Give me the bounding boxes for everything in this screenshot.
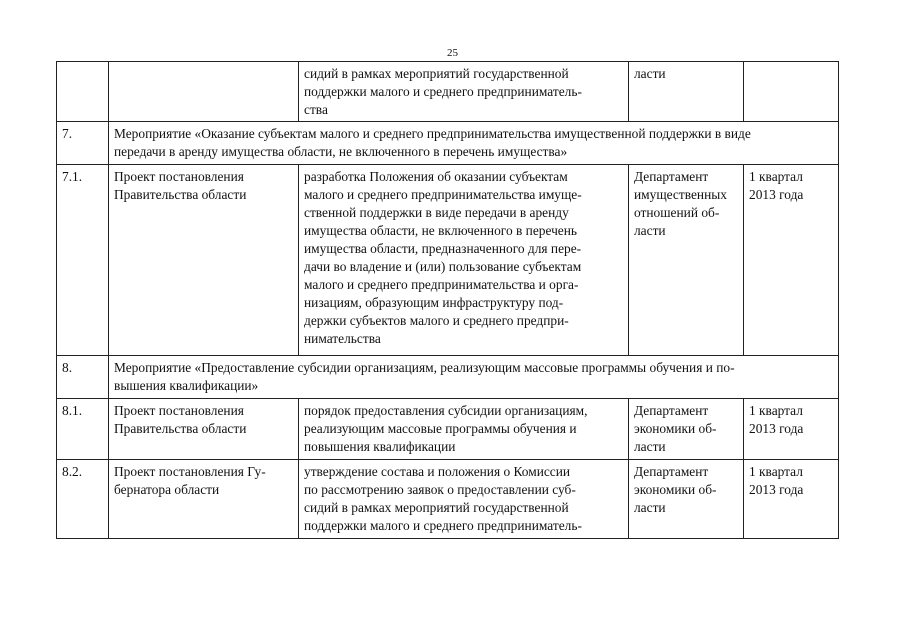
document-cell (109, 460, 299, 539)
content-cell (299, 460, 629, 539)
text-line: 1 квартал (749, 403, 803, 418)
text-line: ственной поддержки в виде передачи в аренду (304, 205, 569, 220)
text-line: 1 квартал (749, 464, 803, 479)
table-row (57, 122, 839, 165)
term-cell (744, 62, 839, 122)
text-line: сидий в рамках мероприятий государственной (304, 500, 569, 515)
row-number-cell: 8.2. (57, 460, 109, 539)
text-line: имущества области, предназначенного для пере- (304, 241, 582, 256)
text-line: ласти (634, 439, 666, 454)
document-cell (109, 399, 299, 460)
text-line: Мероприятие «Оказание субъектам малого и среднего предпринимательства имущественной поддержки в виде (114, 126, 751, 141)
table-row (57, 399, 839, 460)
content-cell (299, 399, 629, 460)
text-line: 2013 года (749, 421, 804, 436)
text-line: 1 квартал (749, 169, 803, 184)
text-line: Правительства области (114, 187, 247, 202)
text-line: вышения квалификации» (114, 378, 259, 393)
text-line: бернатора области (114, 482, 220, 497)
plan-table (56, 61, 839, 539)
table-row (57, 165, 839, 356)
executor-cell (629, 460, 744, 539)
text-line: порядок предоставления субсидии организациям, (304, 403, 588, 418)
text-line: низациям, образующим инфраструктуру под- (304, 295, 564, 310)
text-line: малого и среднего предпринимательства и орга- (304, 277, 579, 292)
executor-cell (629, 165, 744, 356)
content-cell (299, 165, 629, 356)
document-cell (109, 165, 299, 356)
text-line: 2013 года (749, 187, 804, 202)
text-line: экономики об- (634, 482, 717, 497)
text-line: нимательства (304, 331, 381, 346)
text-line: дачи во владение и (или) пользование субъектам (304, 259, 582, 274)
row-number-cell: 7. (57, 122, 109, 165)
text-line: поддержки малого и среднего предприниматель- (304, 518, 582, 533)
text-line: Проект постановления (114, 403, 244, 418)
text-line: Правительства области (114, 421, 247, 436)
page-number: 25 (447, 47, 458, 59)
term-cell (744, 399, 839, 460)
text-line: ласти (634, 500, 666, 515)
executor-cell (629, 399, 744, 460)
document-cell (109, 62, 299, 122)
text-line: малого и среднего предпринимательства имуще- (304, 187, 582, 202)
text-line: Мероприятие «Предоставление субсидии организациям, реализующим массовые программы обучения и по- (114, 360, 735, 375)
table-row (57, 356, 839, 399)
term-cell (744, 165, 839, 356)
text-line: ласти (634, 66, 666, 81)
text-line: по рассмотрению заявок о предоставлении суб- (304, 482, 576, 497)
text-line: экономики об- (634, 421, 717, 436)
row-number-cell: 7.1. (57, 165, 109, 356)
row-number-cell: 8.1. (57, 399, 109, 460)
table-row (57, 62, 839, 122)
row-number-cell: 8. (57, 356, 109, 399)
term-cell (744, 460, 839, 539)
executor-cell (629, 62, 744, 122)
content-cell (299, 62, 629, 122)
text-line: ства (304, 102, 328, 117)
text-line: Департамент (634, 464, 709, 479)
table-row (57, 460, 839, 539)
text-line: сидий в рамках мероприятий государственной (304, 66, 569, 81)
text-line: Департамент (634, 403, 709, 418)
text-line: Департамент (634, 169, 709, 184)
text-line: 2013 года (749, 482, 804, 497)
text-line: поддержки малого и среднего предприниматель- (304, 84, 582, 99)
text-line: отношений об- (634, 205, 720, 220)
activity-heading-cell (109, 356, 839, 399)
text-line: имущества области, не включенного в перечень (304, 223, 578, 238)
text-line: Проект постановления Гу- (114, 464, 266, 479)
text-line: ласти (634, 223, 666, 238)
text-line: держки субъектов малого и среднего предпри- (304, 313, 569, 328)
activity-heading-cell (109, 122, 839, 165)
text-line: реализующим массовые программы обучения и (304, 421, 577, 436)
text-line: повышения квалификации (304, 439, 456, 454)
text-line: передачи в аренду имущества области, не включенного в перечень имущества» (114, 144, 568, 159)
text-line: имущественных (634, 187, 727, 202)
text-line: Проект постановления (114, 169, 244, 184)
row-number-cell (57, 62, 109, 122)
text-line: утверждение состава и положения о Комиссии (304, 464, 571, 479)
text-line: разработка Положения об оказании субъектам (304, 169, 568, 184)
